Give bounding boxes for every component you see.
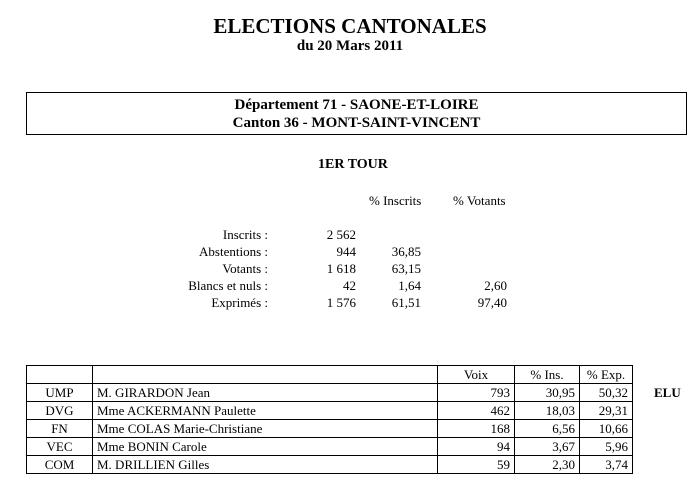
column-header-pct-inscrits: % Inscrits: [369, 193, 422, 208]
summary-label: Votants :: [222, 261, 268, 276]
candidate-header: [93, 366, 438, 384]
party-cell: FN: [27, 420, 93, 438]
party-cell: COM: [27, 456, 93, 474]
summary-pct-votants: 2,60: [484, 278, 507, 293]
pct-exp-cell: 29,31: [580, 402, 633, 420]
pct-exp-header: % Exp.: [580, 366, 633, 384]
voix-cell: 168: [438, 420, 515, 438]
voix-cell: 94: [438, 438, 515, 456]
party-cell: VEC: [27, 438, 93, 456]
candidate-cell: M. GIRARDON Jean: [93, 384, 438, 402]
summary-label: Inscrits :: [222, 227, 268, 242]
pct-exp-cell: 50,32: [580, 384, 633, 402]
pct-exp-cell: 10,66: [580, 420, 633, 438]
location-box: [26, 92, 687, 135]
summary-pct-inscrits: 63,15: [391, 261, 421, 276]
summary-label: Blancs et nuls :: [188, 278, 268, 293]
summary-count: 944: [336, 244, 356, 259]
results-header-row: [27, 366, 633, 384]
departement-label: Département 71 - SAONE-ET-LOIRE: [234, 97, 479, 113]
summary-pct-inscrits: 1,64: [398, 278, 421, 293]
election-date: du 20 Mars 2011: [296, 38, 404, 54]
results-table: [26, 365, 633, 474]
party-cell: UMP: [27, 384, 93, 402]
pct-ins-cell: 2,30: [515, 456, 580, 474]
pct-ins-cell: 3,67: [515, 438, 580, 456]
round-label: 1ER TOUR: [318, 157, 388, 172]
summary-label: Exprimés :: [211, 295, 268, 310]
table-row: [27, 420, 633, 438]
party-cell: DVG: [27, 402, 93, 420]
party-header: [27, 366, 93, 384]
summary-count: 1 618: [326, 261, 356, 276]
voix-header: Voix: [438, 366, 515, 384]
table-row: [27, 384, 633, 402]
voix-cell: 793: [438, 384, 515, 402]
page-title: ELECTIONS CANTONALES: [213, 14, 487, 38]
candidate-cell: Mme BONIN Carole: [93, 438, 438, 456]
summary-count: 2 562: [326, 227, 356, 242]
candidate-cell: Mme COLAS Marie-Christiane: [93, 420, 438, 438]
summary-pct-votants: 97,40: [477, 295, 507, 310]
summary-pct-inscrits: 61,51: [391, 295, 421, 310]
summary-label: Abstentions :: [199, 244, 268, 259]
pct-ins-cell: 18,03: [515, 402, 580, 420]
table-row: [27, 456, 633, 474]
pct-ins-cell: 30,95: [515, 384, 580, 402]
pct-exp-cell: 5,96: [580, 438, 633, 456]
summary-pct-inscrits: 36,85: [391, 244, 421, 259]
voix-cell: 59: [438, 456, 515, 474]
table-row: [27, 438, 633, 456]
pct-exp-cell: 3,74: [580, 456, 633, 474]
canton-label: Canton 36 - MONT-SAINT-VINCENT: [232, 115, 481, 131]
pct-ins-header: % Ins.: [515, 366, 580, 384]
table-row: [27, 402, 633, 420]
pct-ins-cell: 6,56: [515, 420, 580, 438]
candidate-cell: M. DRILLIEN Gilles: [93, 456, 438, 474]
candidate-cell: Mme ACKERMANN Paulette: [93, 402, 438, 420]
summary-count: 42: [343, 278, 356, 293]
voix-cell: 462: [438, 402, 515, 420]
elected-label: ELU: [654, 385, 681, 400]
column-header-pct-votants: % Votants: [453, 193, 506, 208]
summary-count: 1 576: [326, 295, 356, 310]
